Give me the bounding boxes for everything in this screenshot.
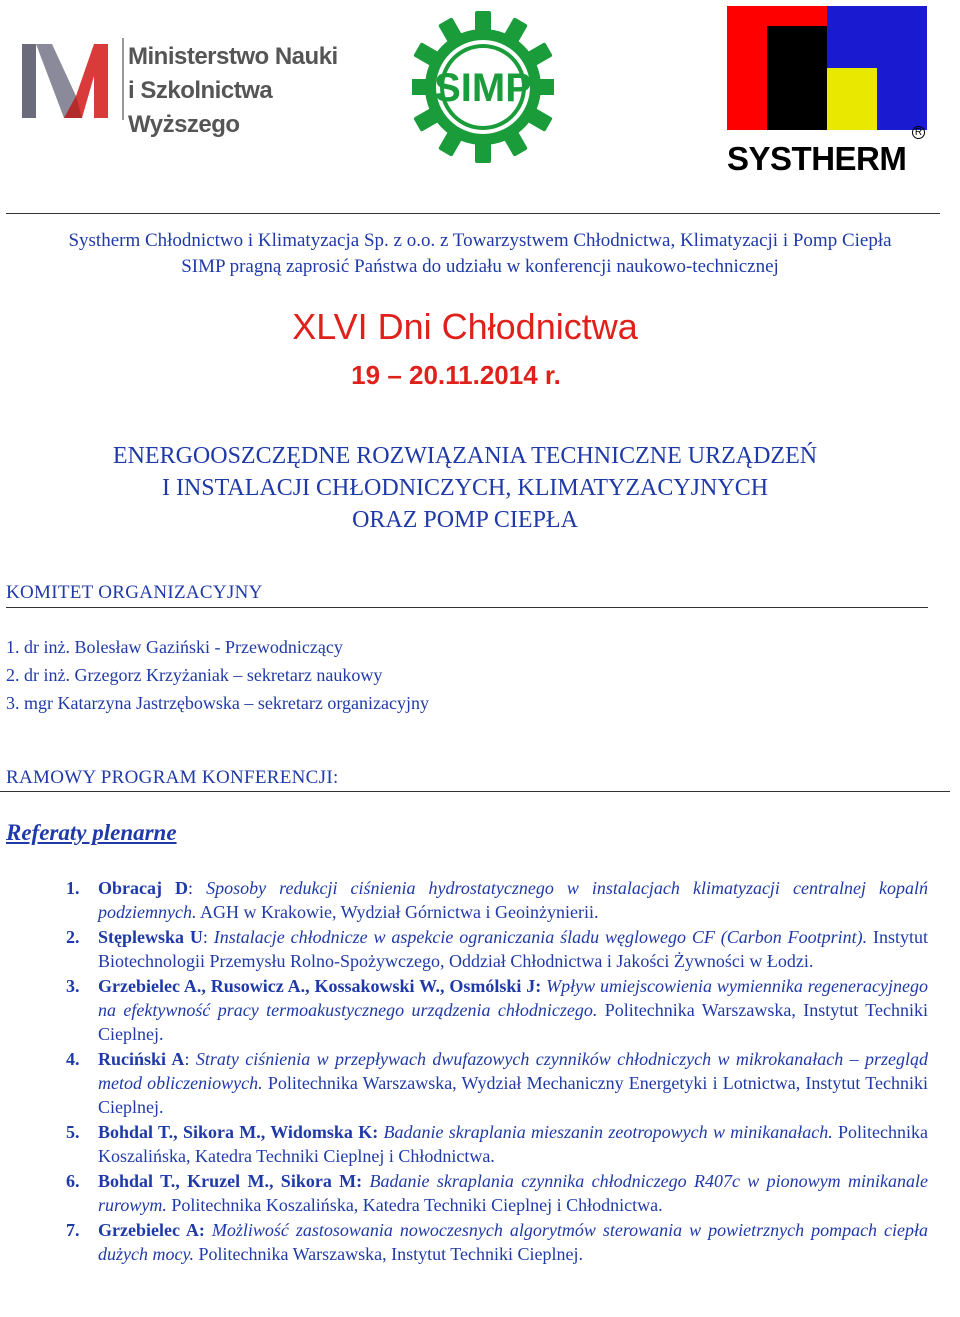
committee-member: 2. dr inż. Grzegorz Krzyżaniak – sekretarz naukowy xyxy=(6,665,383,685)
talk-separator: : xyxy=(202,927,214,947)
committee-heading: KOMITET ORGANIZACYJNY xyxy=(6,582,263,603)
talk-item xyxy=(66,1169,928,1217)
talk-affiliation: Politechnika Koszalińska, Katedra Techniki Cieplnej i Chłodnictwa. xyxy=(98,1122,928,1166)
talk-separator: : xyxy=(184,1049,196,1069)
talk-item xyxy=(66,925,928,973)
talk-affiliation: Politechnika Warszawska, Wydział Mechaniczny Energetyki i Lotnictwa, Instytut Techniki Cieplnej. xyxy=(98,1073,928,1117)
talk-authors: Grzebielec A., Rusowicz A., Kossakowski W., Osmólski J: xyxy=(98,976,542,996)
talk-title: Badanie skraplania czynnika chłodniczego R407c w pionowym minikanale rurowym. xyxy=(98,1171,929,1215)
simp-lettering: SIMP xyxy=(434,66,532,110)
talk-number: 3. xyxy=(66,976,80,996)
talk-authors: Bohdal T., Kruzel M., Sikora M: xyxy=(98,1171,363,1191)
conference-title: XLVI Dni Chłodnictwa xyxy=(292,306,638,347)
talk-authors: Grzebielec A: xyxy=(98,1220,205,1240)
intro-text xyxy=(0,228,960,280)
talk-number: 1. xyxy=(66,878,80,898)
conference-theme xyxy=(0,440,930,536)
talk-number: 6. xyxy=(66,1171,80,1191)
talk-authors: Ruciński A xyxy=(98,1049,185,1069)
talk-affiliation: Politechnika Warszawska, Instytut Techniki Cieplnej. xyxy=(98,1000,928,1044)
ministry-name xyxy=(128,40,340,142)
systherm-logo xyxy=(727,6,927,176)
logo-header xyxy=(0,0,960,200)
committee-member: 3. mgr Katarzyna Jastrzębowska – sekretarz organizacyjny xyxy=(6,693,429,713)
talk-authors: Bohdal T., Sikora M., Widomska K: xyxy=(98,1122,379,1142)
simp-logo xyxy=(412,6,554,168)
talk-affiliation: Politechnika Koszalińska, Katedra Techniki Cieplnej i Chłodnictwa. xyxy=(166,1195,663,1215)
talk-separator: : xyxy=(188,878,207,898)
talk-item xyxy=(66,1218,928,1266)
header-divider xyxy=(6,213,940,214)
talk-title: Badanie skraplania mieszanin zeotropowych w minikanałach. xyxy=(383,1122,833,1142)
talk-number: 5. xyxy=(66,1122,80,1142)
talk-title: Wpływ umiejscowienia wymiennika regeneracyjnego na efektywność pracy termoakustycznego urządzenia chłodniczego. xyxy=(98,976,929,1020)
talk-title: Instalacje chłodnicze w aspekcie ograniczania śladu węglowego CF (Carbon Footprint). xyxy=(213,927,868,947)
talk-separator xyxy=(205,1220,212,1240)
program-divider xyxy=(0,791,950,792)
talk-separator xyxy=(362,1171,369,1191)
systherm-mark-icon xyxy=(727,6,927,136)
theme-line-1: ENERGOOSZCZĘDNE ROZWIĄZANIA TECHNICZNE URZĄDZEŃ xyxy=(112,443,818,469)
talk-affiliation: Instytut Biotechnologii Przemysłu Rolno-Spożywczego, Oddział Chłodnictwa i Jakości Żywności w Łodzi. xyxy=(98,927,928,971)
ministry-divider xyxy=(122,38,124,120)
talk-item xyxy=(66,974,928,1046)
talk-number: 2. xyxy=(66,927,80,947)
talk-title: Możliwość zastosowania nowoczesnych algorytmów sterowania w powietrznych pompach ciepła dużych mocy. xyxy=(98,1220,929,1264)
ministry-line-1: Ministerstwo Nauki xyxy=(128,43,338,70)
committee-divider xyxy=(6,607,928,608)
talk-authors: Obracaj D xyxy=(98,878,189,898)
theme-line-2: I INSTALACJI CHŁODNICZYCH, KLIMATYZACYJNYCH xyxy=(161,475,769,501)
talk-number: 4. xyxy=(66,1049,80,1069)
talk-title: Sposoby redukcji ciśnienia hydrostatycznego w instalacjach klimatyzacji centralnej kopalń podziemnych. xyxy=(98,878,928,922)
systherm-wordmark: SYSTHERM xyxy=(727,140,907,177)
talk-title: Straty ciśnienia w przepływach dwufazowych czynników chłodniczych w mikrokanałach – przegląd metod obliczeniowych. xyxy=(98,1049,928,1093)
ministry-logo xyxy=(20,36,340,138)
talk-number: 7. xyxy=(66,1220,80,1240)
talk-item xyxy=(66,1047,928,1119)
intro-line-1: Systherm Chłodnictwo i Klimatyzacja Sp. z o.o. z Towarzystwem Chłodnictwa, Klimatyzacji i Pomp Ciepła xyxy=(68,230,892,251)
committee-member: 1. dr inż. Bolesław Gaziński - Przewodniczący xyxy=(6,637,343,657)
ministry-mark-icon xyxy=(20,36,120,126)
plenary-heading: Referaty plenarne xyxy=(6,820,177,845)
simp-gear-icon xyxy=(412,6,554,168)
intro-line-2: SIMP pragną zaprosić Państwa do udziału w konferencji naukowo-technicznej xyxy=(181,256,779,277)
talk-authors: Stęplewska U xyxy=(98,927,203,947)
registered-mark: R xyxy=(912,126,925,139)
conference-date: 19 – 20.11.2014 r. xyxy=(351,360,561,390)
talk-item xyxy=(66,876,928,924)
program-heading: RAMOWY PROGRAM KONFERENCJI: xyxy=(6,767,339,788)
talk-list xyxy=(66,876,928,1267)
theme-line-3: ORAZ POMP CIEPŁA xyxy=(352,507,578,533)
ministry-line-2: i Szkolnictwa Wyższego xyxy=(128,77,273,138)
committee-list xyxy=(6,633,429,717)
talk-affiliation: Politechnika Warszawska, Instytut Techniki Cieplnej. xyxy=(193,1244,584,1264)
talk-item xyxy=(66,1120,928,1168)
talk-affiliation: AGH w Krakowie, Wydział Górnictwa i Geoinżynierii. xyxy=(196,902,599,922)
